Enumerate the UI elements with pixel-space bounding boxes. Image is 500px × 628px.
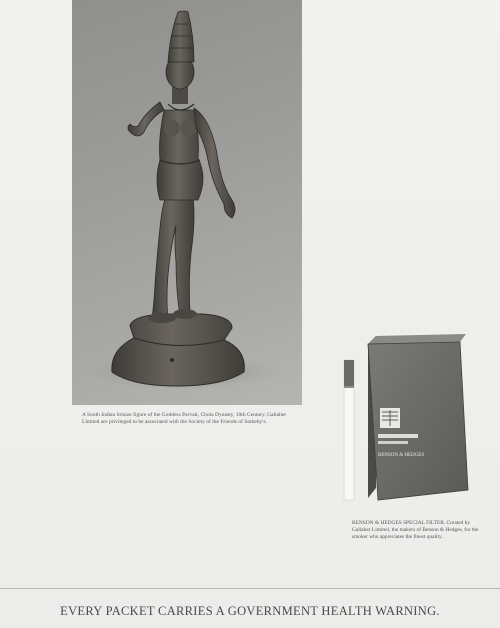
- health-warning: EVERY PACKET CARRIES A GOVERNMENT HEALTH WARNING.: [60, 604, 440, 618]
- bronze-statue-illustration: [72, 0, 302, 405]
- pack-brand-text: BENSON & HEDGES: [378, 453, 425, 458]
- cigarette-pack-illustration: [338, 330, 478, 510]
- cigarette-product-shot: [338, 330, 478, 510]
- statue-caption: A South Indian bronze figure of the Goddess Parvati, Chola Dynasty, 10th Century. Gallaher Limited are privileged to be associated with the Society of the Friends of Sotheby's.: [82, 412, 287, 425]
- product-caption: BENSON & HEDGES SPECIAL FILTER. Created by Gallaher Limited, the makers of Benson & Hedges, for the smoker who appreciates the finest quality.: [352, 520, 479, 541]
- statue-photo: [72, 0, 302, 405]
- footer-divider: [0, 588, 500, 589]
